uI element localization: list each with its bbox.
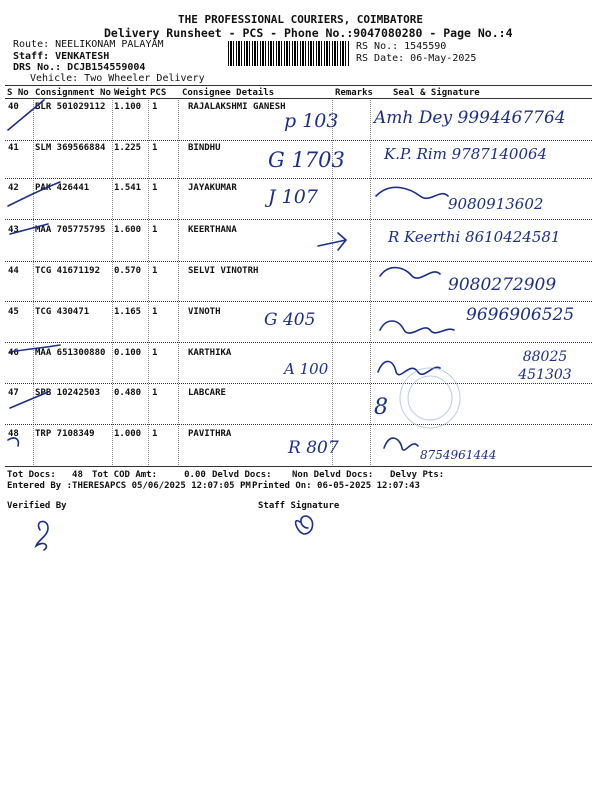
row-pcs: 1: [152, 266, 158, 276]
signature-handwriting: 9080913602: [448, 195, 544, 213]
remark-handwriting: G 405: [264, 310, 316, 330]
row-pcs: 1: [152, 388, 158, 398]
row-consignee: RAJALAKSHMI GANESH: [188, 102, 286, 112]
signature-handwriting: 88025 451303: [518, 349, 572, 383]
non-delivered-docs: Non Delvd Docs:: [292, 470, 374, 480]
row-weight: 1.100: [114, 102, 142, 112]
row-consignment: SPB 10242503: [35, 388, 101, 398]
row-weight: 1.600: [114, 225, 142, 235]
staff-label: Staff: VENKATESH: [13, 51, 110, 62]
row-consignment: TCG 41671192: [35, 266, 101, 276]
delivered-docs: Delvd Docs:: [212, 470, 272, 480]
col-consignee: Consignee Details: [182, 88, 275, 98]
row-sno: 46: [8, 348, 19, 358]
signature-handwriting: 9696906525: [466, 305, 575, 325]
col-consignment: Consignment No: [35, 88, 111, 98]
row-consignee: VINOTH: [188, 307, 221, 317]
row-consignee: PAVITHRA: [188, 429, 232, 439]
entered-by: Entered By :THERESAPCS 05/06/2025 12:07:05 PM: [7, 481, 251, 491]
row-consignment: MAA 705775795: [35, 225, 106, 235]
signature-handwriting: 8754961444: [420, 448, 497, 462]
total-docs: Tot Docs: 48: [7, 470, 83, 480]
rs-number: RS No.: 1545590: [356, 41, 447, 52]
row-sno: 44: [8, 266, 19, 276]
remark-handwriting: G 1703: [268, 148, 345, 172]
row-pcs: 1: [152, 102, 158, 112]
row-consignee: KEERTHANA: [188, 225, 237, 235]
row-pcs: 1: [152, 307, 158, 317]
row-pcs: 1: [152, 225, 158, 235]
row-pcs: 1: [152, 143, 158, 153]
row-consignee: LABCARE: [188, 388, 226, 398]
company-name: THE PROFESSIONAL COURIERS, COIMBATORE: [178, 13, 424, 26]
row-sno: 40: [8, 102, 19, 112]
row-weight: 1.165: [114, 307, 142, 317]
col-remarks: Remarks: [335, 88, 373, 98]
row-consignment: MAA 651300880: [35, 348, 106, 358]
row-pcs: 1: [152, 348, 158, 358]
remark-handwriting: R 807: [288, 438, 339, 458]
signature-handwriting: Amh Dey 9994467764: [374, 108, 566, 128]
row-sno: 45: [8, 307, 19, 317]
row-consignee: KARTHIKA: [188, 348, 232, 358]
col-pcs: PCS: [150, 88, 167, 98]
row-consignment: PAK 426441: [35, 183, 90, 193]
delivery-points: Delvy Pts:: [390, 470, 445, 480]
row-sno: 47: [8, 388, 19, 398]
signature-handwriting: R Keerthi 8610424581: [388, 228, 561, 246]
row-consignee: BINDHU: [188, 143, 221, 153]
col-sno: S No: [7, 88, 29, 98]
verified-by-label: Verified By: [7, 501, 67, 511]
remark-handwriting: p 103: [284, 110, 339, 132]
col-seal-signature: Seal & Signature: [393, 88, 480, 98]
remark-handwriting: A 100: [284, 360, 329, 378]
signature-handwriting: K.P. Rim 9787140064: [384, 145, 548, 163]
signature-handwriting: 9080272909: [448, 275, 557, 295]
row-weight: 0.480: [114, 388, 142, 398]
row-sno: 41: [8, 143, 19, 153]
remark-handwriting: J 107: [268, 186, 318, 208]
row-sno: 43: [8, 225, 19, 235]
row-weight: 1.541: [114, 183, 142, 193]
staff-signature-label: Staff Signature: [258, 501, 340, 511]
row-weight: 0.100: [114, 348, 142, 358]
printed-on: Printed On: 06-05-2025 12:07:43: [252, 481, 420, 491]
row-consignee: SELVI VINOTRH: [188, 266, 259, 276]
row-consignee: JAYAKUMAR: [188, 183, 237, 193]
route-label: Route: NEELIKONAM PALAYAM: [13, 39, 164, 50]
rs-date: RS Date: 06-May-2025: [356, 53, 477, 64]
row-sno: 42: [8, 183, 19, 193]
row-consignment: TCG 430471: [35, 307, 90, 317]
row-consignment: TRP 7108349: [35, 429, 95, 439]
row-pcs: 1: [152, 183, 158, 193]
row-weight: 1.225: [114, 143, 142, 153]
signature-handwriting: 8: [374, 395, 388, 420]
row-weight: 1.000: [114, 429, 142, 439]
row-weight: 0.570: [114, 266, 142, 276]
row-consignment: SLM 369566884: [35, 143, 106, 153]
runsheet-title: Delivery Runsheet - PCS - Phone No.:9047080280 - Page No.:4: [104, 26, 513, 40]
vehicle-label: Vehicle: Two Wheeler Delivery: [30, 73, 205, 84]
drs-number: DRS No.: DCJB154559004: [13, 62, 146, 73]
col-weight: Weight: [114, 88, 147, 98]
row-consignment: BLR 501029112: [35, 102, 106, 112]
row-pcs: 1: [152, 429, 158, 439]
row-sno: 48: [8, 429, 19, 439]
total-cod-amount: Tot COD Amt: 0.00: [92, 470, 206, 480]
